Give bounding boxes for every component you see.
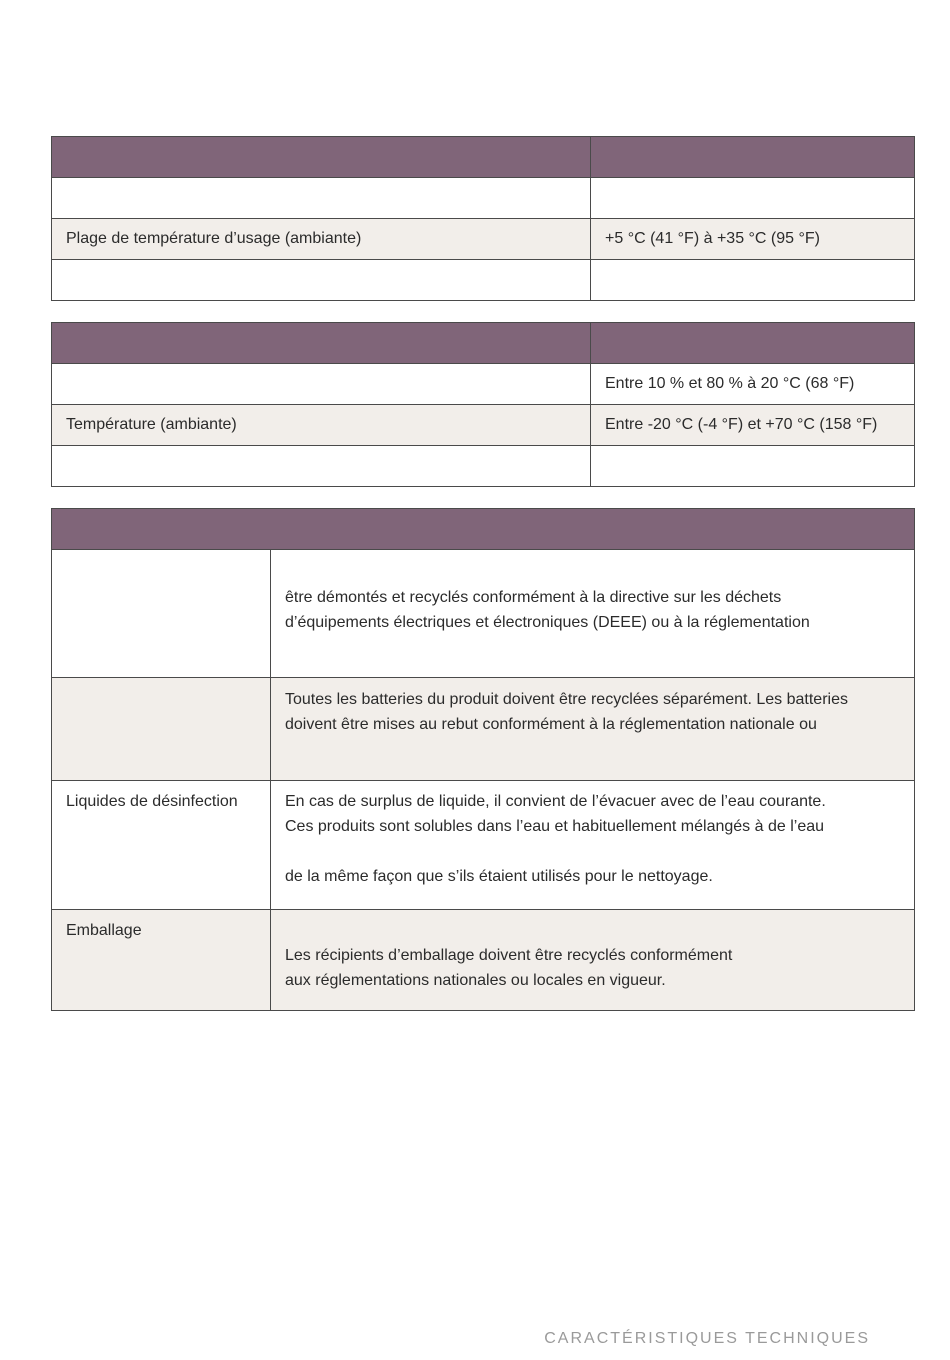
- table-row: [52, 678, 915, 781]
- header-cell: [52, 509, 915, 550]
- row-value: [591, 260, 915, 301]
- row-label: [52, 446, 591, 487]
- row-text: [271, 678, 915, 781]
- table-header-row: [52, 323, 915, 364]
- row-text: [271, 781, 915, 910]
- text-line: doivent être mises au rebut conformément à la réglementation nationale ou: [285, 716, 817, 733]
- row-text: [271, 910, 915, 1011]
- row-label: Liquides de désinfection: [52, 781, 271, 910]
- table-row: [52, 550, 915, 678]
- row-value: Entre -20 °C (-4 °F) et +70 °C (158 °F): [591, 405, 915, 446]
- section-footer: CARACTÉRISTIQUES TECHNIQUES: [544, 1330, 870, 1347]
- text-line: Les récipients d’emballage doivent être recyclés conformément: [285, 947, 733, 964]
- header-cell: [591, 323, 915, 364]
- operating-conditions-table: [51, 136, 915, 301]
- disposal-table: [51, 508, 915, 1011]
- text-line: En cas de surplus de liquide, il convient de l’évacuer avec de l’eau courante.: [285, 793, 826, 810]
- row-label: Emballage: [52, 910, 271, 1011]
- row-label: [52, 550, 271, 678]
- text-line: Ces produits sont solubles dans l’eau et habituellement mélangés à de l’eau: [285, 818, 825, 835]
- table-row: [52, 781, 915, 910]
- row-label: Température (ambiante): [52, 405, 591, 446]
- row-label: [52, 678, 271, 781]
- table-row: [52, 219, 915, 260]
- text-line: être démontés et recyclés conformément à la directive sur les déchets: [285, 589, 782, 606]
- header-cell: [52, 137, 591, 178]
- text-line: aux réglementations nationales ou locales en vigueur.: [285, 972, 666, 989]
- header-cell: [52, 323, 591, 364]
- row-value: [591, 178, 915, 219]
- row-value: Entre 10 % et 80 % à 20 °C (68 °F): [591, 364, 915, 405]
- text-line: [285, 560, 900, 585]
- row-value: +5 °C (41 °F) à +35 °C (95 °F): [591, 219, 915, 260]
- row-label: [52, 260, 591, 301]
- row-label: Plage de température d’usage (ambiante): [52, 219, 591, 260]
- row-label: [52, 364, 591, 405]
- text-line: [285, 839, 900, 864]
- table-header-row: [52, 137, 915, 178]
- table-row: [52, 364, 915, 405]
- storage-conditions-table: [51, 322, 915, 487]
- row-text: [271, 550, 915, 678]
- row-value: [591, 446, 915, 487]
- text-line: [285, 918, 900, 943]
- table-row: [52, 178, 915, 219]
- row-label: [52, 178, 591, 219]
- table-row: [52, 405, 915, 446]
- text-line: Toutes les batteries du produit doivent être recyclées séparément. Les batteries: [285, 691, 848, 708]
- text-line: de la même façon que s’ils étaient utilisés pour le nettoyage.: [285, 868, 713, 885]
- text-line: d’équipements électriques et électroniques (DEEE) ou à la réglementation: [285, 614, 810, 631]
- header-cell: [591, 137, 915, 178]
- table-row: [52, 260, 915, 301]
- table-row: [52, 910, 915, 1011]
- table-header-row: [52, 509, 915, 550]
- table-row: [52, 446, 915, 487]
